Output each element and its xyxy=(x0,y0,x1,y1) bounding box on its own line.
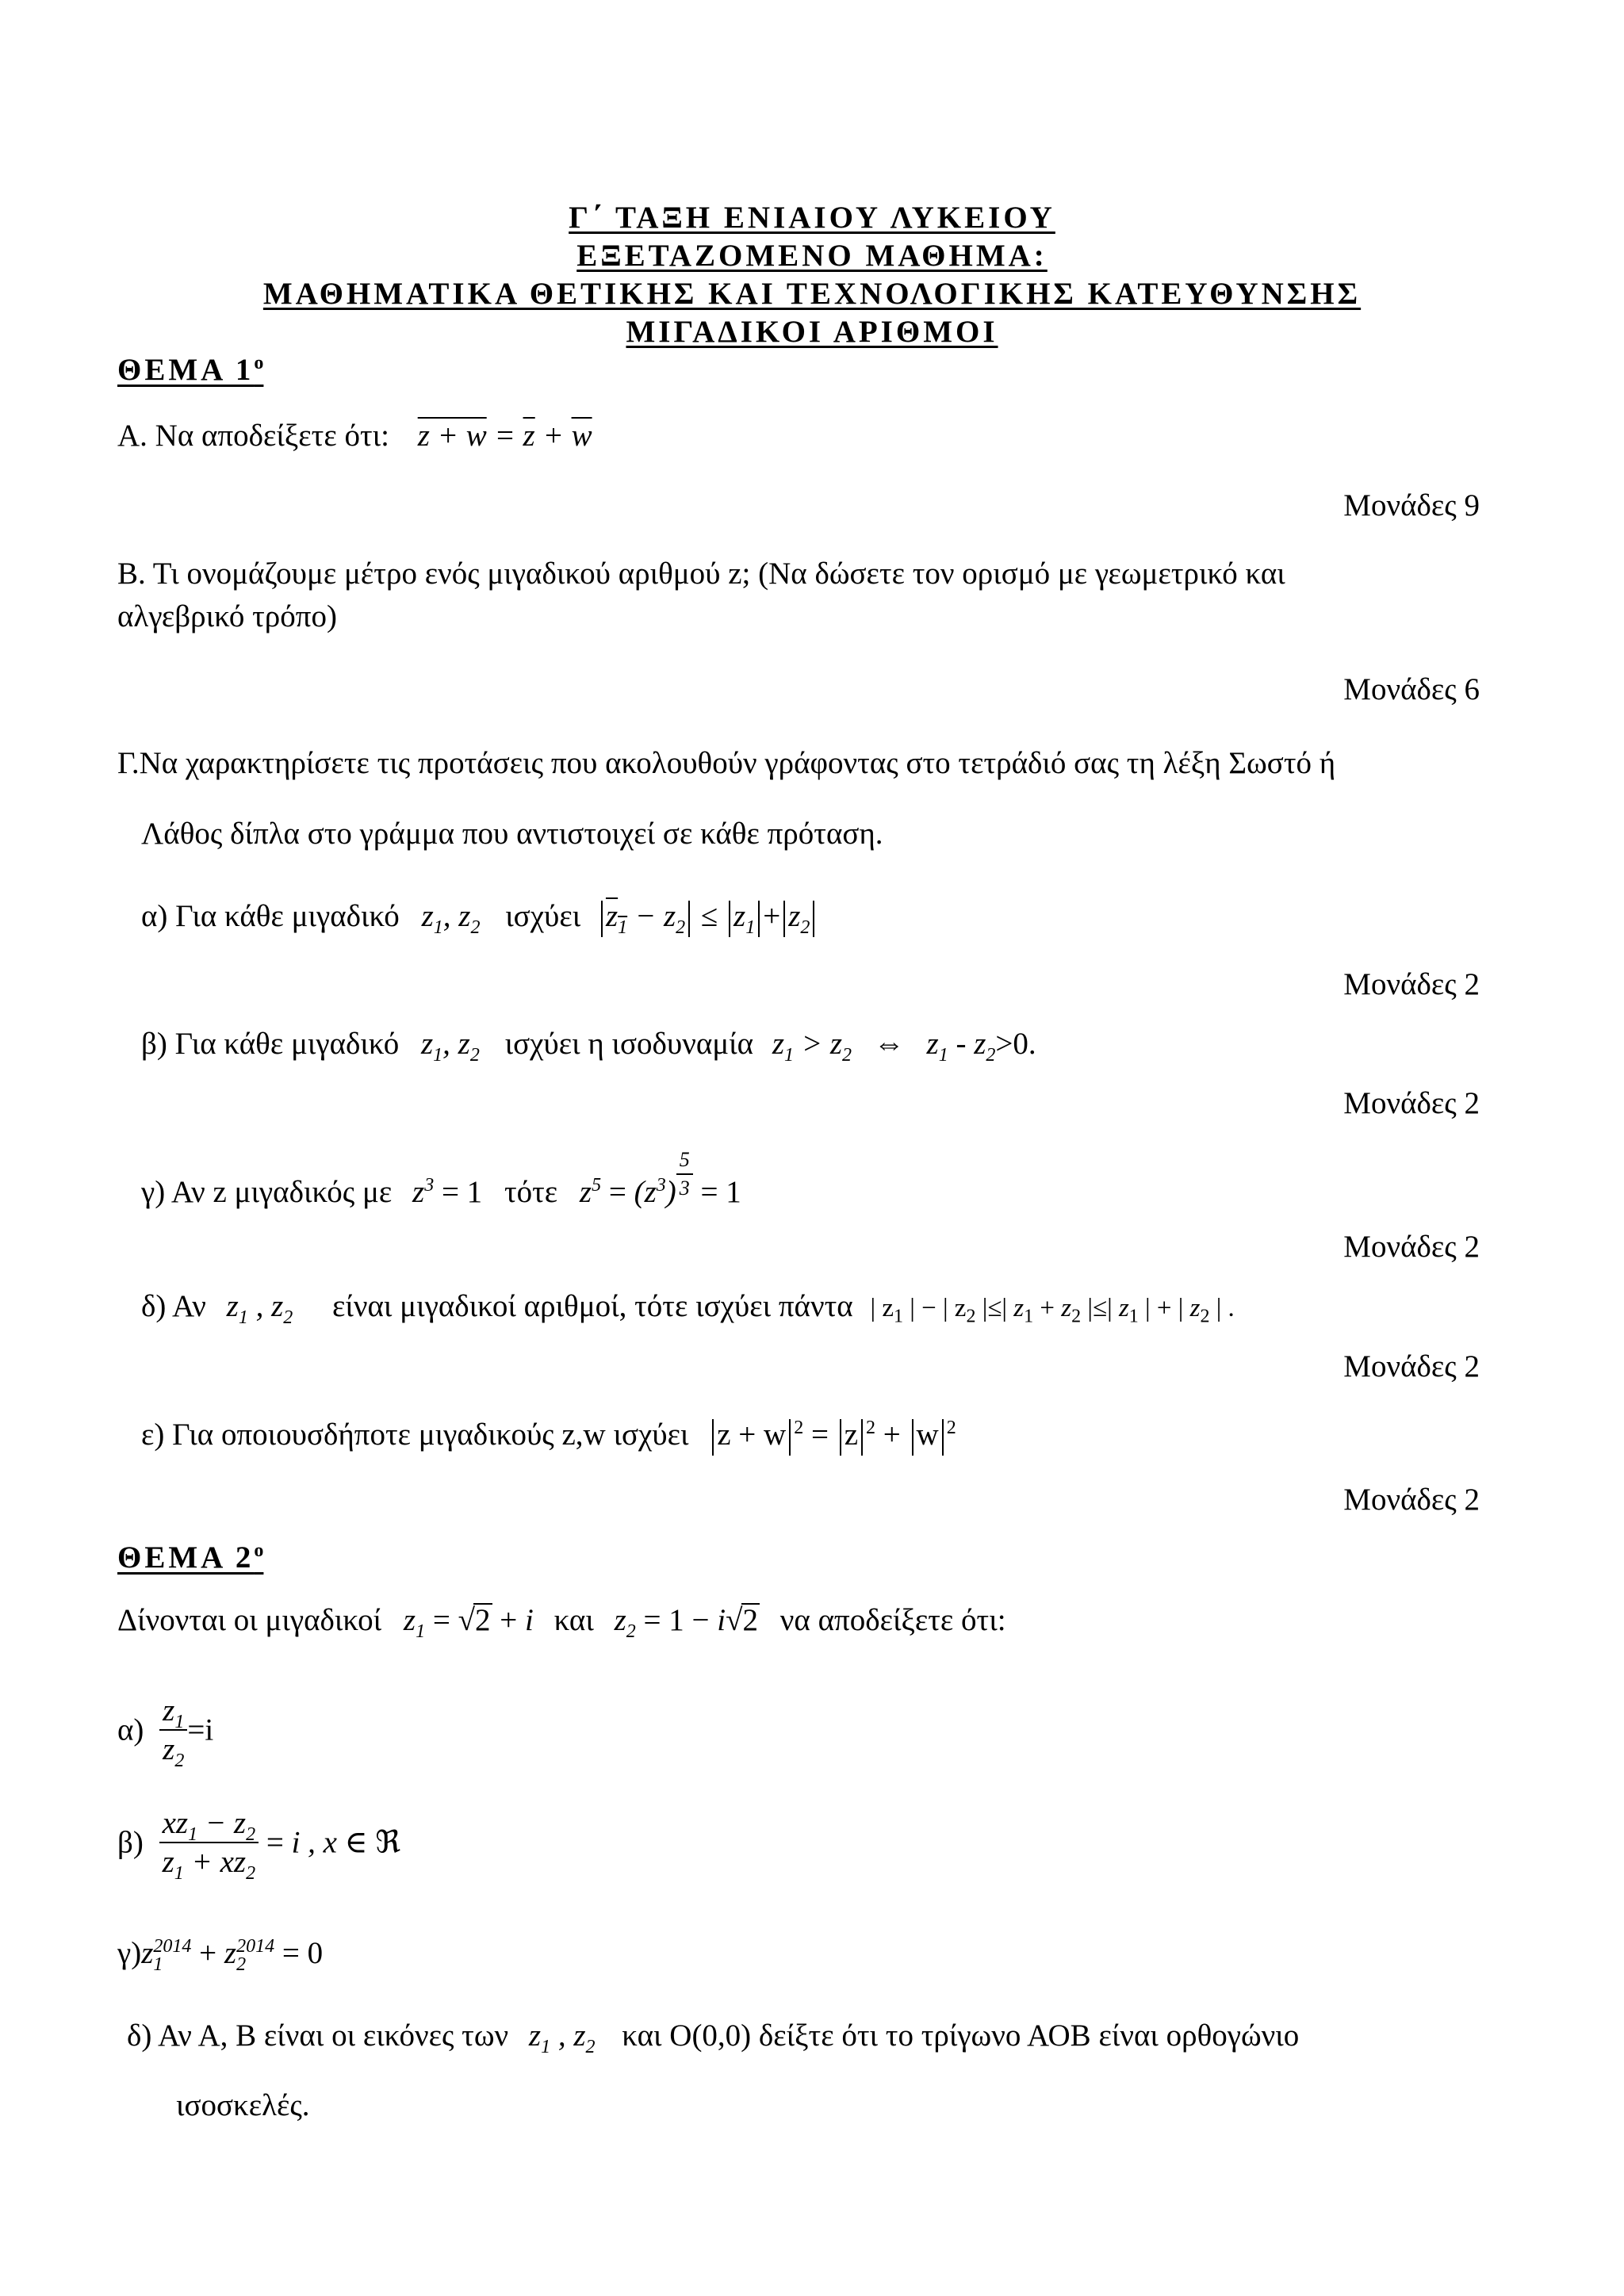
theme2-d-line1: δ) Αν Α, Β είναι οι εικόνες των $z_1$ , $z_2$ και Ο(0,0) δείξτε ότι το τρίγωνο ΑΟΒ είναι ορθογώνιο xyxy=(127,2019,1300,2057)
item-b: β) Για κάθε μιγαδικό $z_1$, $z_2$ ισχύει η ισοδυναμία $z_1 > z_2$ ⇔ $z_1 - z_2>0$. xyxy=(141,1027,1036,1066)
item-a-mid: ισχύει xyxy=(505,899,581,933)
theme1-b-line2: αλγεβρικό τρόπο) xyxy=(117,599,337,633)
item-c-marks: Μονάδες 2 xyxy=(1343,1230,1480,1264)
header-topic: ΜΙΓΑΔΙΚΟΙ ΑΡΙΘΜΟΙ xyxy=(626,315,998,349)
theme1-a-formula: $z + w = \overline{z} + \overline{w}$ xyxy=(417,419,592,453)
item-a-formula: $z_1 - z_2 \le z_1 + z_2$ xyxy=(598,899,818,933)
item-e-label: ε) Για οποιουσδήποτε μιγαδικούς z,w ισχύει xyxy=(141,1418,689,1452)
theme2-b: β) $\frac{xz_1 - z_2}{z_1 + xz_2}$ = i , x ∈ ℜ xyxy=(117,1806,401,1884)
item-b-label: β) Για κάθε μιγαδικό xyxy=(141,1027,400,1061)
theme2-a: α) $\frac{z_1}{z_2}$ =i xyxy=(117,1693,214,1771)
item-b-mid: ισχύει η ισοδυναμία xyxy=(504,1027,754,1061)
theme1-title: ΘΕΜΑ $1^o$ xyxy=(117,353,264,387)
theme2-intro: Δίνονται οι μιγαδικοί $z_1 = √2 + i$ και $z_2 = 1 - i√2$ να αποδείξετε ότι: xyxy=(117,1603,1006,1642)
theme2-title: ΘΕΜΑ $2^o$ xyxy=(117,1540,264,1575)
header-class: Γ΄ ΤΑΞΗ ΕΝΙΑΙΟΥ ΛΥΚΕΙΟΥ xyxy=(569,201,1055,235)
theme1-b-line1: Β. Τι ονομάζουμε μέτρο ενός μιγαδικού αριθμού z; (Να δώσετε τον ορισμό με γεωμετρικό και xyxy=(117,557,1285,591)
item-d-marks: Μονάδες 2 xyxy=(1343,1349,1480,1383)
item-a-label: α) Για κάθε μιγαδικό xyxy=(141,899,400,933)
item-c-label: γ) Αν z μιγαδικός με xyxy=(141,1174,393,1209)
z2-definition: $z_2 = 1 - i√2$ xyxy=(614,1603,759,1642)
item-a: α) Για κάθε μιγαδικό $z_1$, $z_2$ ισχύει $z_1 - z_2 \le z_1 + z_2$ xyxy=(141,901,818,937)
item-b-formula: $z_1 > z_2$ ⇔ $z_1 - z_2$ xyxy=(772,1027,996,1066)
item-e xyxy=(141,1419,956,1456)
item-a-marks: Μονάδες 2 xyxy=(1343,967,1480,1001)
theme1-c-line1: Γ.Να χαρακτηρίσετε τις προτάσεις που ακολουθούν γράφοντας στο τετράδιό σας τη λέξη Σωστό ή xyxy=(117,746,1336,780)
item-c-mid: τότε xyxy=(504,1174,558,1209)
item-d-label: δ) Αν xyxy=(141,1289,206,1323)
theme1-b-marks: Μονάδες 6 xyxy=(1343,672,1480,706)
item-b-marks: Μονάδες 2 xyxy=(1343,1086,1480,1120)
item-c: γ) Αν z μιγαδικός με $z^3 = 1$ τότε $z^5 = (z^3)$ $\frac{5}{3}$ = 1 xyxy=(141,1148,741,1209)
theme1-a-text: Α. Να αποδείξετε ότι: xyxy=(117,419,389,453)
header-subject: ΜΑΘΗΜΑΤΙΚΑ ΘΕΤΙΚΗΣ ΚΑΙ ΤΕΧΝΟΛΟΓΙΚΗΣ ΚΑΤΕΥΘΥΝΣΗΣ xyxy=(262,277,1362,311)
item-e-formula: z + w $^2$ = z $^2$ + w $^2$ xyxy=(709,1418,956,1452)
item-d-mid: είναι μιγαδικοί αριθμοί, τότε ισχύει πάντα xyxy=(332,1289,853,1323)
item-e-marks: Μονάδες 2 xyxy=(1343,1483,1480,1517)
theme2-c: $\gamma)z_1^{2014} + z_2^{2014} = 0$ xyxy=(117,1936,324,1975)
z1-definition: $z_1 = √2 + i$ xyxy=(403,1603,534,1642)
theme1-a xyxy=(117,420,592,451)
item-d-formula: | $z_1$ | − | $z_2$ |≤| $z_1 + z_2$ |≤| $z_1$ | + | $z_2$ | . xyxy=(870,1294,1235,1327)
header-subject-label: ΕΞΕΤΑΖΟΜΕΝΟ ΜΑΘΗΜΑ: xyxy=(576,239,1048,273)
item-c-formula: $z^5 = (z^3)$ $\frac{5}{3}$ = 1 xyxy=(579,1148,741,1209)
theme1-a-marks: Μονάδες 9 xyxy=(1343,488,1480,522)
theme1-c-line2: Λάθος δίπλα στο γράμμα που αντιστοιχεί σε κάθε πρόταση. xyxy=(141,817,883,851)
item-d: δ) Αν $z_1$ , $z_2$ είναι μιγαδικοί αριθμοί, τότε ισχύει πάντα | $z_1$ | − | $z_2$ |≤| $z_1 + z_2$ |≤| $z_1$ | + | $z_2$ | . xyxy=(141,1289,1235,1328)
theme2-d-line2: ισοσκελές. xyxy=(176,2088,310,2122)
